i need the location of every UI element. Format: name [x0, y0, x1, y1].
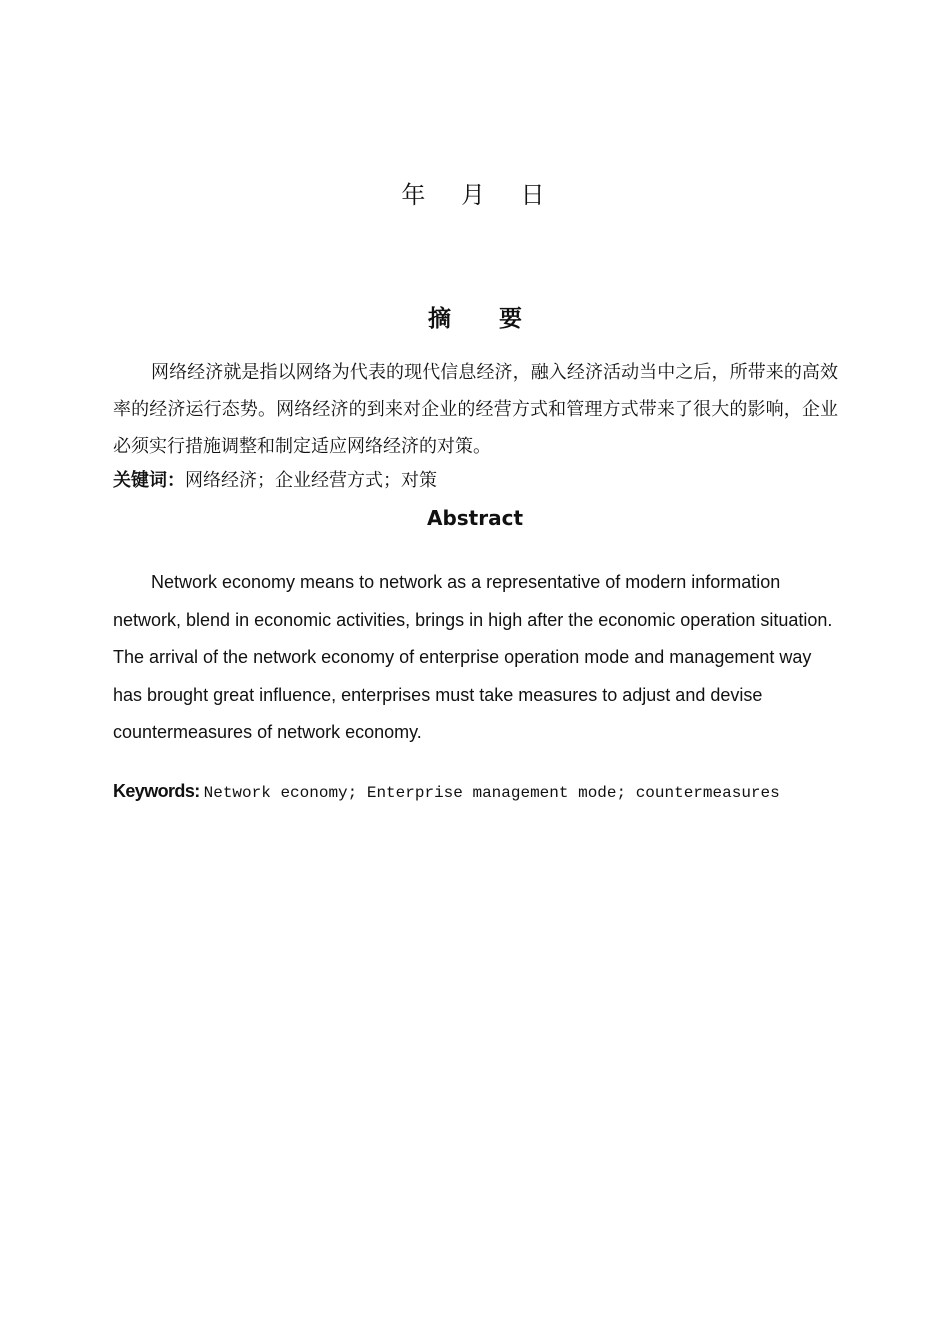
english-keywords-line: [113, 778, 873, 806]
english-keywords-text: Network economy; Enterprise management mode; countermeasures: [203, 784, 780, 802]
chinese-keywords-label: 关键词：: [113, 470, 185, 491]
date-line: 年 月 日: [401, 181, 559, 209]
chinese-abstract-paragraph: 网络经济就是指以网络为代表的现代信息经济，融入经济活动当中之后，所带来的高效率的经济运行态势。网络经济的到来对企业的经营方式和管理方式带来了很大的影响，企业必须实行措施调整和制定适应网络经济的对策。: [113, 362, 838, 457]
chinese-abstract-heading: 摘 要: [427, 306, 542, 332]
english-abstract-paragraph: Network economy means to network as a representative of modern information network, blend in economic activities, brings in high after the economic operation situation. The arrival of the network economy of enterprise operation mode and management way has brought great influence, enterprises must take measures to adjust and devise countermeasures of network economy.: [113, 572, 833, 742]
english-keywords-label: Keywords:: [113, 781, 200, 801]
chinese-keywords-line: [113, 464, 838, 498]
english-abstract-heading: Abstract: [426, 506, 524, 530]
chinese-keywords-text: 网络经济；企业经营方式；对策: [185, 470, 437, 491]
